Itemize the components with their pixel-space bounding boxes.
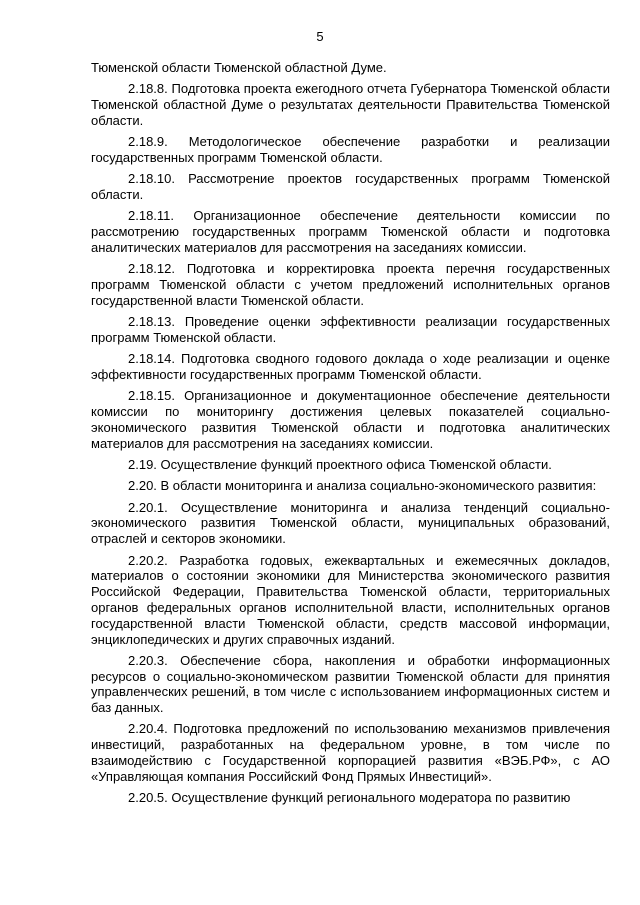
paragraph-2-20-1: 2.20.1. Осуществление мониторинга и анализа тенденций социально-экономического развития Тюменской области, муниципальных образований, отраслей и секторов экономики. xyxy=(91,499,610,547)
paragraph-2-20-3: 2.20.3. Обеспечение сбора, накопления и обработки информационных ресурсов о социально-экономическом развитии Тюменской области для принятия управленческих решений, в том числе с использованием информационных систем и баз данных. xyxy=(91,652,610,716)
paragraph-2-20-2: 2.20.2. Разработка годовых, ежеквартальных и ежемесячных докладов, материалов о состоянии экономики для Министерства экономического развития Российской Федерации, Правительства Тюменской области, территориальных органов федеральных органов исполнительной власти, исполнительных органов государственной власти Тюменской области, средств массовой информации, энциклопедических и других справочных изданий. xyxy=(91,552,610,647)
paragraph-2-18-9: 2.18.9. Методологическое обеспечение разработки и реализации государственных программ Тюменской области. xyxy=(91,134,610,165)
paragraph-2-20: 2.20. В области мониторинга и анализа социально-экономического развития: xyxy=(128,478,597,494)
paragraph-2-18-10: 2.18.10. Рассмотрение проектов государственных программ Тюменской области. xyxy=(91,171,610,203)
paragraph-2-20-5: 2.20.5. Осуществление функций регионального модератора по развитию xyxy=(128,790,571,806)
paragraph-2-18-12: 2.18.12. Подготовка и корректировка проекта перечня государственных программ Тюменской области с учетом предложений исполнительных органов государственной власти Тюменской области. xyxy=(91,261,610,308)
paragraph-2-18-14: 2.18.14. Подготовка сводного годового доклада о ходе реализации и оценке эффективности государственных программ Тюменской области. xyxy=(91,351,610,383)
paragraph-2-18-8: 2.18.8. Подготовка проекта ежегодного отчета Губернатора Тюменской области Тюменской областной Думе о результатах деятельности Правительства Тюменской области. xyxy=(91,81,610,128)
paragraph-2-18-15: 2.18.15. Организационное и документационное обеспечение деятельности комиссии по мониторингу достижения целевых показателей социально-экономического развития Тюменской области и подготовка аналитических материалов для рассмотрения на заседаниях комиссии. xyxy=(91,388,610,451)
paragraph-continuation: Тюменской области Тюменской областной Думе. xyxy=(91,60,387,75)
paragraph-2-19: 2.19. Осуществление функций проектного офиса Тюменской области. xyxy=(128,457,552,473)
document-body xyxy=(91,60,610,811)
page-number: 5 xyxy=(316,29,324,44)
paragraph-2-18-13: 2.18.13. Проведение оценки эффективности реализации государственных программ Тюменской области. xyxy=(91,314,610,345)
paragraph-2-20-4: 2.20.4. Подготовка предложений по использованию механизмов привлечения инвестиций, разработанных на федеральном уровне, в том числе по взаимодействию с Государственной корпорацией развития «ВЭБ.РФ», с АО «Управляющая компания Российский Фонд Прямых Инвестиций». xyxy=(91,721,610,784)
paragraph-2-18-11: 2.18.11. Организационное обеспечение деятельности комиссии по рассмотрению государственных программ Тюменской области и подготовка аналитических материалов для рассмотрения на заседаниях комиссии. xyxy=(91,208,610,255)
